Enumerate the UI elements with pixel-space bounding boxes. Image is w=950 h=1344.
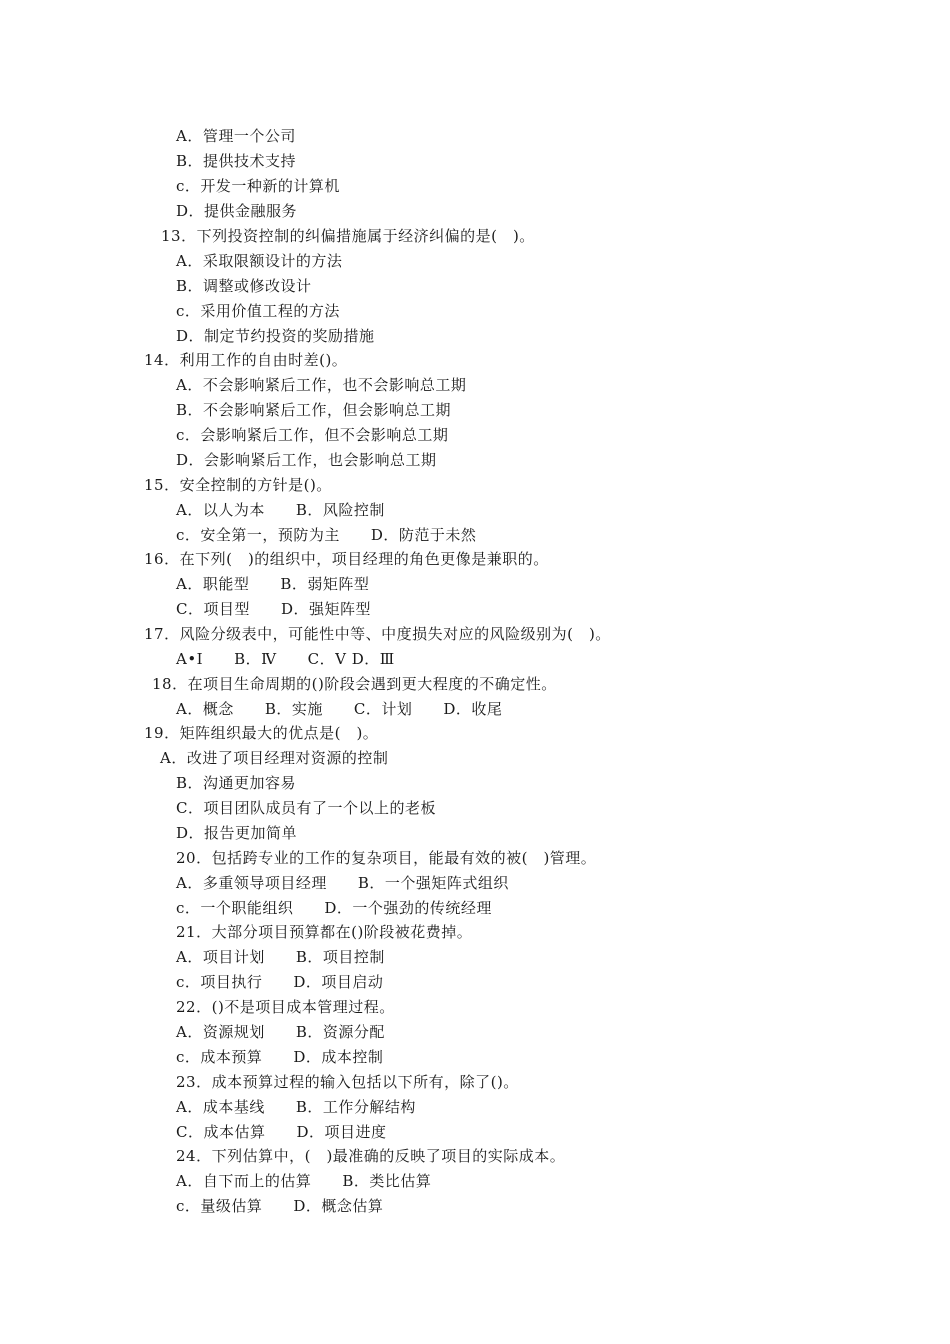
- option-line: D．制定节约投资的奖励措施: [176, 327, 375, 345]
- option-line: A•Ⅰ B．Ⅳ C．Ⅴ D．Ⅲ: [176, 650, 395, 668]
- option-line: c．项目执行 D．项目启动: [176, 973, 384, 991]
- option-line: B．调整或修改设计: [176, 277, 312, 295]
- option-line: c．一个职能组织 D．一个强劲的传统经理: [176, 899, 492, 917]
- question-line: 23．成本预算过程的输入包括以下所有，除了()。: [176, 1073, 519, 1091]
- option-line: c．安全第一，预防为主 D．防范于未然: [176, 526, 477, 544]
- question-line: 15．安全控制的方针是()。: [144, 476, 332, 494]
- option-line: c．成本预算 D．成本控制: [176, 1048, 384, 1066]
- question-line: 13．下列投资控制的纠偏措施属于经济纠偏的是( )。: [161, 227, 535, 245]
- option-line: B．沟通更加容易: [176, 774, 297, 792]
- question-line: 19．矩阵组织最大的优点是( )。: [144, 724, 379, 742]
- question-line: 21．大部分项目预算都在()阶段被花费掉。: [176, 923, 473, 941]
- option-line: B．不会影响紧后工作，但会影响总工期: [176, 401, 452, 419]
- option-line: c．量级估算 D．概念估算: [176, 1197, 384, 1215]
- option-line: D．提供金融服务: [176, 202, 298, 220]
- option-line: A．项目计划 B．项目控制: [176, 948, 385, 966]
- option-line: A．概念 B．实施 C．计划 D．收尾: [176, 700, 503, 718]
- option-line: c．开发一种新的计算机: [176, 177, 340, 195]
- option-line: A．成本基线 B．工作分解结构: [176, 1098, 416, 1116]
- option-line: D．报告更加简单: [176, 824, 298, 842]
- question-line: 20．包括跨专业的工作的复杂项目，能最有效的被( )管理。: [176, 849, 597, 867]
- question-line: 24．下列估算中，( )最准确的反映了项目的实际成本。: [176, 1147, 566, 1165]
- option-line: D．会影响紧后工作，也会影响总工期: [176, 451, 437, 469]
- option-line: A．资源规划 B．资源分配: [176, 1023, 385, 1041]
- option-line: A．职能型 B．弱矩阵型: [176, 575, 370, 593]
- option-line: c．会影响紧后工作，但不会影响总工期: [176, 426, 449, 444]
- question-line: 16．在下列( )的组织中，项目经理的角色更像是兼职的。: [144, 550, 549, 568]
- option-line: B．提供技术支持: [176, 152, 297, 170]
- question-line: 14．利用工作的自由时差()。: [144, 351, 348, 369]
- question-line: 22．()不是项目成本管理过程。: [176, 998, 395, 1016]
- option-line: A．多重领导项目经理 B．一个强矩阵式组织: [176, 874, 509, 892]
- option-line: C．项目团队成员有了一个以上的老板: [176, 799, 436, 817]
- option-line: A．自下而上的估算 B．类比估算: [176, 1172, 432, 1190]
- option-line: A．以人为本 B．风险控制: [176, 501, 385, 519]
- option-line: A．采取限额设计的方法: [176, 252, 343, 270]
- question-line: 17．风险分级表中，可能性中等、中度损失对应的风险级别为( )。: [144, 625, 611, 643]
- question-line: 18．在项目生命周期的()阶段会遇到更大程度的不确定性。: [152, 675, 557, 693]
- option-line: C．项目型 D．强矩阵型: [176, 600, 372, 618]
- option-line: C．成本估算 D．项目进度: [176, 1123, 387, 1141]
- option-line: c．采用价值工程的方法: [176, 302, 340, 320]
- option-line: A．不会影响紧后工作，也不会影响总工期: [176, 376, 467, 394]
- option-line: A．改进了项目经理对资源的控制: [160, 749, 389, 767]
- option-line: A．管理一个公司: [176, 127, 296, 145]
